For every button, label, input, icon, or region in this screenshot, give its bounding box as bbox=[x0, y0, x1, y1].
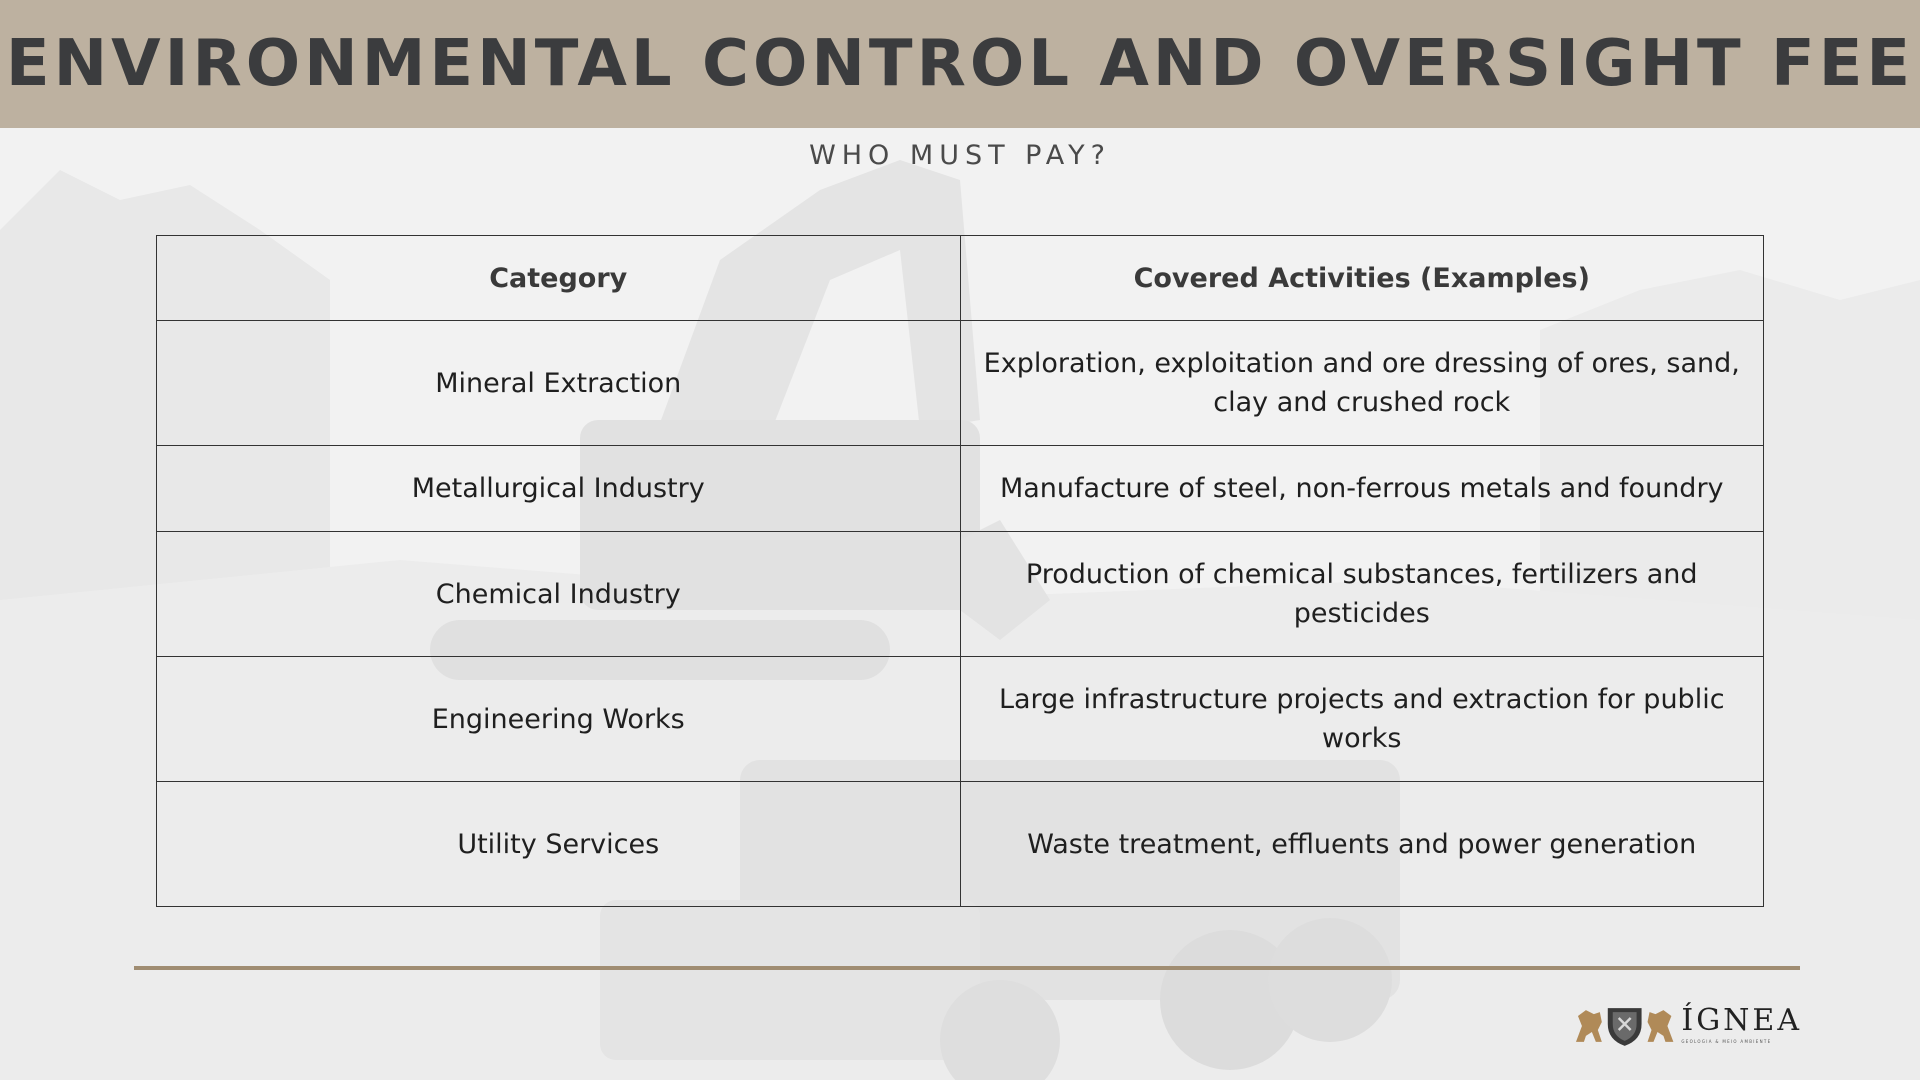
category-cell: Chemical Industry bbox=[157, 532, 961, 657]
lions-shield-crest-icon bbox=[1572, 1002, 1677, 1048]
company-logo bbox=[1572, 1000, 1802, 1050]
title-banner bbox=[0, 0, 1920, 128]
table-row bbox=[157, 782, 1764, 907]
activities-cell: Large infrastructure projects and extraction for public works bbox=[960, 657, 1764, 782]
activities-cell: Manufacture of steel, non-ferrous metals and foundry bbox=[960, 446, 1764, 532]
activities-cell: Exploration, exploitation and ore dressing of ores, sand, clay and crushed rock bbox=[960, 321, 1764, 446]
table-row bbox=[157, 321, 1764, 446]
footer-divider bbox=[134, 966, 1800, 970]
category-cell: Engineering Works bbox=[157, 657, 961, 782]
category-cell: Utility Services bbox=[157, 782, 961, 907]
column-header-category: Category bbox=[157, 236, 961, 321]
table-row bbox=[157, 657, 1764, 782]
column-header-activities: Covered Activities (Examples) bbox=[960, 236, 1764, 321]
table-row bbox=[157, 532, 1764, 657]
category-cell: Mineral Extraction bbox=[157, 321, 961, 446]
activities-cell: Waste treatment, effluents and power generation bbox=[960, 782, 1764, 907]
table-row bbox=[157, 446, 1764, 532]
category-cell: Metallurgical Industry bbox=[157, 446, 961, 532]
logo-name: ÍGNEA bbox=[1681, 1003, 1802, 1038]
fee-table bbox=[156, 235, 1764, 907]
page-subtitle: WHO MUST PAY? bbox=[809, 140, 1111, 171]
table-header-row bbox=[157, 236, 1764, 321]
activities-cell: Production of chemical substances, fertilizers and pesticides bbox=[960, 532, 1764, 657]
logo-tagline: GEOLOGIA & MEIO AMBIENTE bbox=[1681, 1039, 1772, 1044]
page-title: ENVIRONMENTAL CONTROL AND OVERSIGHT FEE bbox=[5, 27, 1915, 101]
